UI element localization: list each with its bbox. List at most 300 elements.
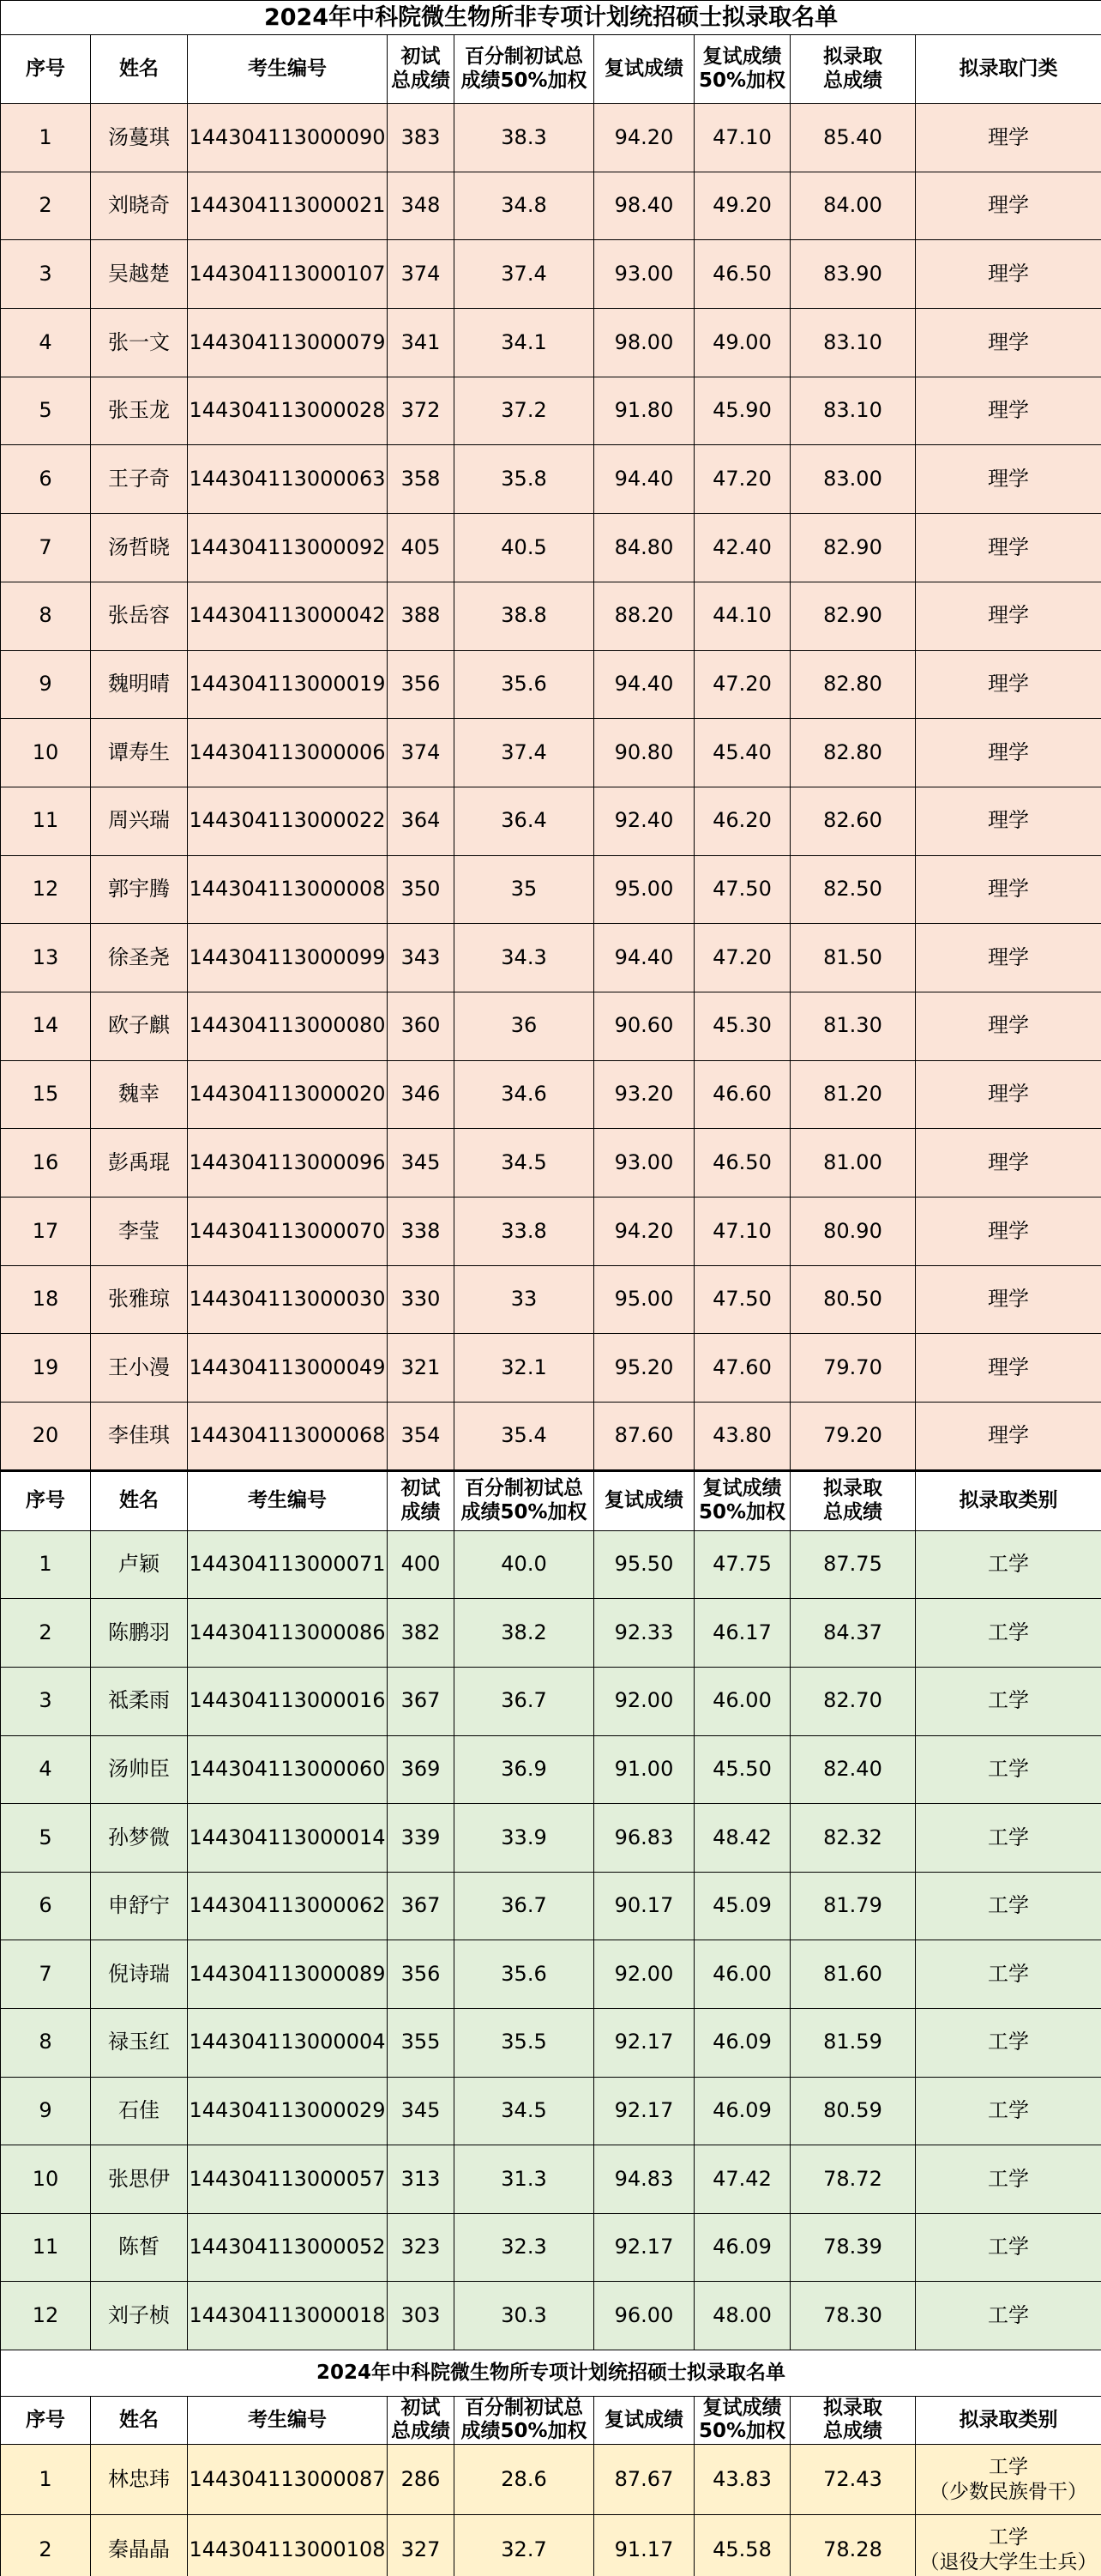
header-seq: 序号 — [1, 2396, 91, 2444]
total-score-cell: 78.28 — [791, 2515, 916, 2576]
seq-cell: 4 — [1, 1735, 91, 1804]
table-row — [1, 2145, 1101, 2214]
retest-weighted-cell: 46.17 — [695, 1599, 791, 1668]
header-retest-weighted-line1: 复试成绩 — [702, 2396, 782, 2419]
retest-score-cell: 94.40 — [594, 650, 695, 719]
retest-weighted-cell: 47.50 — [695, 855, 791, 924]
table-row — [1, 992, 1101, 1060]
category-cell: 理学 — [916, 924, 1101, 992]
id-cell: 144304113000004 — [188, 2008, 388, 2077]
total-score-cell: 81.00 — [791, 1129, 916, 1198]
table-row — [1, 582, 1101, 650]
retest-weighted-cell: 48.00 — [695, 2282, 791, 2350]
total-score-cell: 82.70 — [791, 1667, 916, 1735]
retest-weighted-cell: 47.20 — [695, 445, 791, 514]
seq-cell: 13 — [1, 924, 91, 992]
retest-score-cell: 92.40 — [594, 787, 695, 855]
name-cell: 周兴瑞 — [91, 787, 188, 855]
category-cell: 理学 — [916, 1198, 1101, 1266]
initial-score-cell: 405 — [388, 514, 454, 582]
retest-score-cell: 93.00 — [594, 240, 695, 309]
id-cell: 144304113000096 — [188, 1129, 388, 1198]
seq-cell: 1 — [1, 104, 91, 172]
table-row — [1, 1940, 1101, 2009]
total-score-cell: 81.79 — [791, 1872, 916, 1940]
seq-cell: 10 — [1, 719, 91, 787]
retest-weighted-cell: 45.40 — [695, 719, 791, 787]
initial-score-cell: 374 — [388, 719, 454, 787]
retest-weighted-cell: 47.20 — [695, 650, 791, 719]
category-cell: 理学 — [916, 719, 1101, 787]
table-row — [1, 514, 1101, 582]
header-initial-line1: 初试 — [400, 1477, 441, 1500]
retest-weighted-cell: 45.50 — [695, 1735, 791, 1804]
initial-score-cell: 313 — [388, 2145, 454, 2214]
header-total-line1: 拟录取 — [823, 45, 882, 68]
initial-score-cell: 345 — [388, 1129, 454, 1198]
total-score-cell: 85.40 — [791, 104, 916, 172]
seq-cell: 16 — [1, 1129, 91, 1198]
id-cell: 144304113000052 — [188, 2213, 388, 2282]
id-cell: 144304113000089 — [188, 1940, 388, 2009]
retest-score-cell: 94.40 — [594, 924, 695, 992]
retest-score-cell: 88.20 — [594, 582, 695, 650]
retest-score-cell: 98.40 — [594, 172, 695, 240]
category-cell: 理学 — [916, 992, 1101, 1060]
seq-cell: 1 — [1, 1530, 91, 1599]
retest-weighted-cell: 47.75 — [695, 1530, 791, 1599]
initial-score-cell: 348 — [388, 172, 454, 240]
table-row — [1, 2282, 1101, 2350]
table-row — [1, 787, 1101, 855]
name-cell: 彭禹琨 — [91, 1129, 188, 1198]
retest-weighted-cell: 47.20 — [695, 924, 791, 992]
retest-score-cell: 92.17 — [594, 2077, 695, 2145]
seq-cell: 7 — [1, 1940, 91, 2009]
id-cell: 144304113000092 — [188, 514, 388, 582]
pct-weighted-cell: 33.9 — [454, 1804, 594, 1873]
category-cell: 理学 — [916, 240, 1101, 309]
initial-score-cell: 346 — [388, 1060, 454, 1129]
total-score-cell: 72.43 — [791, 2445, 916, 2515]
category-cell: 工学 — [916, 2145, 1101, 2214]
retest-weighted-cell: 49.20 — [695, 172, 791, 240]
category-cell: 工学 — [916, 1530, 1101, 1599]
total-score-cell: 78.72 — [791, 2145, 916, 2214]
header-category: 拟录取类别 — [916, 1470, 1101, 1530]
pct-weighted-cell: 35.6 — [454, 1940, 594, 2009]
name-cell: 张雅琼 — [91, 1265, 188, 1334]
pct-weighted-cell: 33 — [454, 1265, 594, 1334]
initial-score-cell: 367 — [388, 1872, 454, 1940]
seq-cell: 20 — [1, 1403, 91, 1471]
retest-score-cell: 90.17 — [594, 1872, 695, 1940]
category-line2: （退役大学生士兵） — [919, 2550, 1098, 2573]
initial-score-cell: 374 — [388, 240, 454, 309]
seq-cell: 3 — [1, 240, 91, 309]
seq-cell: 6 — [1, 445, 91, 514]
category-cell: 理学 — [916, 582, 1101, 650]
pct-weighted-cell: 35.6 — [454, 650, 594, 719]
table-row — [1, 1530, 1101, 1599]
header-row-3 — [1, 2396, 1101, 2444]
header-retest: 复试成绩 — [594, 35, 695, 104]
pct-weighted-cell: 35.4 — [454, 1403, 594, 1471]
name-cell: 陈皙 — [91, 2213, 188, 2282]
initial-score-cell: 339 — [388, 1804, 454, 1873]
category-line1: 工学 — [989, 2455, 1029, 2478]
pct-weighted-cell: 34.5 — [454, 1129, 594, 1198]
retest-weighted-cell: 46.20 — [695, 787, 791, 855]
table-row — [1, 240, 1101, 309]
total-score-cell: 79.70 — [791, 1334, 916, 1403]
retest-score-cell: 94.20 — [594, 1198, 695, 1266]
retest-weighted-cell: 44.10 — [695, 582, 791, 650]
initial-score-cell: 286 — [388, 2445, 454, 2515]
table-row — [1, 924, 1101, 992]
id-cell: 144304113000087 — [188, 2445, 388, 2515]
retest-weighted-cell: 46.00 — [695, 1940, 791, 2009]
total-score-cell: 82.80 — [791, 650, 916, 719]
name-cell: 孙梦微 — [91, 1804, 188, 1873]
header-pct-line1: 百分制初试总 — [465, 45, 583, 68]
id-cell: 144304113000028 — [188, 377, 388, 445]
retest-score-cell: 91.80 — [594, 377, 695, 445]
header-seq: 序号 — [1, 35, 91, 104]
id-cell: 144304113000022 — [188, 787, 388, 855]
initial-score-cell: 341 — [388, 309, 454, 377]
pct-weighted-cell: 30.3 — [454, 2282, 594, 2350]
retest-score-cell: 98.00 — [594, 309, 695, 377]
id-cell: 144304113000068 — [188, 1403, 388, 1471]
name-cell: 王子奇 — [91, 445, 188, 514]
header-pct — [454, 35, 594, 104]
table-row — [1, 650, 1101, 719]
total-score-cell: 82.60 — [791, 787, 916, 855]
header-row-2 — [1, 1470, 1101, 1530]
id-cell: 144304113000016 — [188, 1667, 388, 1735]
retest-score-cell: 96.00 — [594, 2282, 695, 2350]
retest-score-cell: 84.80 — [594, 514, 695, 582]
header-pct-line1: 百分制初试总 — [465, 1477, 583, 1500]
id-cell: 144304113000029 — [188, 2077, 388, 2145]
category-cell — [916, 2515, 1101, 2576]
category-cell: 理学 — [916, 787, 1101, 855]
retest-score-cell: 92.17 — [594, 2008, 695, 2077]
total-score-cell: 81.30 — [791, 992, 916, 1060]
category-cell: 工学 — [916, 2213, 1101, 2282]
id-cell: 144304113000070 — [188, 1198, 388, 1266]
initial-score-cell: 343 — [388, 924, 454, 992]
retest-score-cell: 92.17 — [594, 2213, 695, 2282]
pct-weighted-cell: 36.4 — [454, 787, 594, 855]
table-row — [1, 2445, 1101, 2515]
id-cell: 144304113000020 — [188, 1060, 388, 1129]
initial-score-cell: 369 — [388, 1735, 454, 1804]
id-cell: 144304113000090 — [188, 104, 388, 172]
table-title-special: 2024年中科院微生物所专项计划统招硕士拟录取名单 — [1, 2350, 1101, 2396]
seq-cell: 19 — [1, 1334, 91, 1403]
table-row — [1, 2213, 1101, 2282]
header-pct — [454, 1470, 594, 1530]
header-retest-weighted-line1: 复试成绩 — [702, 45, 782, 68]
header-retest-weighted — [695, 35, 791, 104]
total-score-cell: 82.90 — [791, 582, 916, 650]
header-retest-weighted-line2: 50%加权 — [698, 69, 786, 92]
header-initial-line2: 成绩 — [400, 1500, 441, 1523]
pct-weighted-cell: 34.3 — [454, 924, 594, 992]
table-row — [1, 377, 1101, 445]
category-cell: 理学 — [916, 377, 1101, 445]
initial-score-cell: 372 — [388, 377, 454, 445]
initial-score-cell: 350 — [388, 855, 454, 924]
name-cell: 李莹 — [91, 1198, 188, 1266]
pct-weighted-cell: 35.5 — [454, 2008, 594, 2077]
initial-score-cell: 358 — [388, 445, 454, 514]
total-score-cell: 83.10 — [791, 309, 916, 377]
retest-score-cell: 95.00 — [594, 1265, 695, 1334]
category-cell: 理学 — [916, 445, 1101, 514]
pct-weighted-cell: 36.9 — [454, 1735, 594, 1804]
id-cell: 144304113000108 — [188, 2515, 388, 2576]
retest-score-cell: 93.20 — [594, 1060, 695, 1129]
total-score-cell: 82.40 — [791, 1735, 916, 1804]
seq-cell: 9 — [1, 650, 91, 719]
name-cell: 张玉龙 — [91, 377, 188, 445]
retest-score-cell: 90.60 — [594, 992, 695, 1060]
pct-weighted-cell: 28.6 — [454, 2445, 594, 2515]
retest-weighted-cell: 48.42 — [695, 1804, 791, 1873]
pct-weighted-cell: 38.2 — [454, 1599, 594, 1668]
header-retest-weighted — [695, 1470, 791, 1530]
total-score-cell: 84.37 — [791, 1599, 916, 1668]
category-cell: 理学 — [916, 1060, 1101, 1129]
retest-weighted-cell: 43.83 — [695, 2445, 791, 2515]
name-cell: 林忠玮 — [91, 2445, 188, 2515]
seq-cell: 12 — [1, 855, 91, 924]
seq-cell: 5 — [1, 1804, 91, 1873]
pct-weighted-cell: 31.3 — [454, 2145, 594, 2214]
name-cell: 魏幸 — [91, 1060, 188, 1129]
retest-score-cell: 94.83 — [594, 2145, 695, 2214]
name-cell: 申舒宁 — [91, 1872, 188, 1940]
category-cell: 理学 — [916, 1334, 1101, 1403]
initial-score-cell: 356 — [388, 650, 454, 719]
category-cell: 理学 — [916, 855, 1101, 924]
name-cell: 汤蔓琪 — [91, 104, 188, 172]
header-retest: 复试成绩 — [594, 2396, 695, 2444]
header-initial — [388, 35, 454, 104]
table-row — [1, 172, 1101, 240]
header-retest: 复试成绩 — [594, 1470, 695, 1530]
pct-weighted-cell: 38.3 — [454, 104, 594, 172]
category-cell: 理学 — [916, 650, 1101, 719]
table-row — [1, 1334, 1101, 1403]
pct-weighted-cell: 38.8 — [454, 582, 594, 650]
name-cell: 魏明晴 — [91, 650, 188, 719]
id-cell: 144304113000008 — [188, 855, 388, 924]
header-name: 姓名 — [91, 1470, 188, 1530]
name-cell: 倪诗瑞 — [91, 1940, 188, 2009]
seq-cell: 11 — [1, 787, 91, 855]
table-row — [1, 104, 1101, 172]
initial-score-cell: 400 — [388, 1530, 454, 1599]
retest-weighted-cell: 47.50 — [695, 1265, 791, 1334]
pct-weighted-cell: 37.4 — [454, 240, 594, 309]
initial-score-cell: 364 — [388, 787, 454, 855]
header-id: 考生编号 — [188, 35, 388, 104]
retest-weighted-cell: 43.80 — [695, 1403, 791, 1471]
retest-score-cell: 95.50 — [594, 1530, 695, 1599]
category-cell: 理学 — [916, 514, 1101, 582]
pct-weighted-cell: 34.1 — [454, 309, 594, 377]
category-cell: 工学 — [916, 1735, 1101, 1804]
retest-weighted-cell: 42.40 — [695, 514, 791, 582]
header-retest-weighted-line1: 复试成绩 — [702, 1477, 782, 1500]
initial-score-cell: 360 — [388, 992, 454, 1060]
category-line1: 工学 — [989, 2525, 1029, 2549]
id-cell: 144304113000063 — [188, 445, 388, 514]
id-cell: 144304113000049 — [188, 1334, 388, 1403]
pct-weighted-cell: 34.8 — [454, 172, 594, 240]
seq-cell: 7 — [1, 514, 91, 582]
retest-weighted-cell: 45.30 — [695, 992, 791, 1060]
id-cell: 144304113000019 — [188, 650, 388, 719]
initial-score-cell: 367 — [388, 1667, 454, 1735]
name-cell: 石佳 — [91, 2077, 188, 2145]
title-row-main — [1, 1, 1101, 35]
seq-cell: 3 — [1, 1667, 91, 1735]
seq-cell: 2 — [1, 2515, 91, 2576]
total-score-cell: 87.75 — [791, 1530, 916, 1599]
retest-score-cell: 92.00 — [594, 1667, 695, 1735]
seq-cell: 8 — [1, 582, 91, 650]
header-id: 考生编号 — [188, 1470, 388, 1530]
retest-weighted-cell: 46.09 — [695, 2213, 791, 2282]
table-row — [1, 1265, 1101, 1334]
name-cell: 汤帅臣 — [91, 1735, 188, 1804]
category-line2: （少数民族骨干） — [930, 2480, 1088, 2503]
id-cell: 144304113000079 — [188, 309, 388, 377]
seq-cell: 14 — [1, 992, 91, 1060]
table-row — [1, 1198, 1101, 1266]
total-score-cell: 80.50 — [791, 1265, 916, 1334]
seq-cell: 18 — [1, 1265, 91, 1334]
header-total — [791, 35, 916, 104]
pct-weighted-cell: 36.7 — [454, 1872, 594, 1940]
total-score-cell: 79.20 — [791, 1403, 916, 1471]
retest-weighted-cell: 47.10 — [695, 104, 791, 172]
pct-weighted-cell: 37.2 — [454, 377, 594, 445]
retest-weighted-cell: 46.09 — [695, 2008, 791, 2077]
id-cell: 144304113000080 — [188, 992, 388, 1060]
total-score-cell: 82.50 — [791, 855, 916, 924]
name-cell: 禄玉红 — [91, 2008, 188, 2077]
header-retest-weighted — [695, 2396, 791, 2444]
category-cell: 理学 — [916, 1265, 1101, 1334]
retest-score-cell: 94.20 — [594, 104, 695, 172]
category-cell: 理学 — [916, 172, 1101, 240]
header-seq: 序号 — [1, 1470, 91, 1530]
header-retest-weighted-line2: 50%加权 — [698, 1500, 786, 1523]
id-cell: 144304113000062 — [188, 1872, 388, 1940]
header-total-line2: 总成绩 — [823, 69, 882, 92]
header-id: 考生编号 — [188, 2396, 388, 2444]
retest-score-cell: 91.00 — [594, 1735, 695, 1804]
total-score-cell: 78.39 — [791, 2213, 916, 2282]
table-row — [1, 2077, 1101, 2145]
retest-score-cell: 92.33 — [594, 1599, 695, 1668]
table-row — [1, 1872, 1101, 1940]
header-retest-weighted-line2: 50%加权 — [698, 2420, 786, 2443]
retest-score-cell: 95.20 — [594, 1334, 695, 1403]
header-category: 拟录取类别 — [916, 2396, 1101, 2444]
header-name: 姓名 — [91, 35, 188, 104]
category-cell: 工学 — [916, 1599, 1101, 1668]
id-cell: 144304113000099 — [188, 924, 388, 992]
category-cell: 工学 — [916, 2077, 1101, 2145]
total-score-cell: 81.20 — [791, 1060, 916, 1129]
header-total-line1: 拟录取 — [823, 2396, 882, 2419]
initial-score-cell: 338 — [388, 1198, 454, 1266]
table-row — [1, 855, 1101, 924]
seq-cell: 9 — [1, 2077, 91, 2145]
seq-cell: 15 — [1, 1060, 91, 1129]
category-cell — [916, 2445, 1101, 2515]
header-initial-line2: 总成绩 — [391, 2420, 450, 2443]
retest-weighted-cell: 47.10 — [695, 1198, 791, 1266]
initial-score-cell: 383 — [388, 104, 454, 172]
header-total-line1: 拟录取 — [823, 1477, 882, 1500]
pct-weighted-cell: 34.5 — [454, 2077, 594, 2145]
total-score-cell: 80.59 — [791, 2077, 916, 2145]
retest-score-cell: 94.40 — [594, 445, 695, 514]
table-row — [1, 445, 1101, 514]
seq-cell: 4 — [1, 309, 91, 377]
name-cell: 卢颖 — [91, 1530, 188, 1599]
header-pct-line2: 成绩50%加权 — [460, 2420, 587, 2443]
total-score-cell: 78.30 — [791, 2282, 916, 2350]
initial-score-cell: 303 — [388, 2282, 454, 2350]
retest-score-cell: 95.00 — [594, 855, 695, 924]
header-pct-line1: 百分制初试总 — [465, 2396, 583, 2419]
pct-weighted-cell: 33.8 — [454, 1198, 594, 1266]
total-score-cell: 81.59 — [791, 2008, 916, 2077]
pct-weighted-cell: 32.1 — [454, 1334, 594, 1403]
table-row — [1, 1129, 1101, 1198]
pct-weighted-cell: 37.4 — [454, 719, 594, 787]
name-cell: 秦晶晶 — [91, 2515, 188, 2576]
header-pct — [454, 2396, 594, 2444]
pct-weighted-cell: 35.8 — [454, 445, 594, 514]
pct-weighted-cell: 36.7 — [454, 1667, 594, 1735]
id-cell: 144304113000006 — [188, 719, 388, 787]
id-cell: 144304113000071 — [188, 1530, 388, 1599]
pct-weighted-cell: 35 — [454, 855, 594, 924]
header-total-line2: 总成绩 — [823, 2420, 882, 2443]
id-cell: 144304113000086 — [188, 1599, 388, 1668]
retest-score-cell: 96.83 — [594, 1804, 695, 1873]
total-score-cell: 82.80 — [791, 719, 916, 787]
retest-weighted-cell: 45.90 — [695, 377, 791, 445]
retest-weighted-cell: 46.50 — [695, 1129, 791, 1198]
table-row — [1, 1804, 1101, 1873]
total-score-cell: 84.00 — [791, 172, 916, 240]
retest-weighted-cell: 47.60 — [695, 1334, 791, 1403]
initial-score-cell: 356 — [388, 1940, 454, 2009]
initial-score-cell: 345 — [388, 2077, 454, 2145]
name-cell: 谭寿生 — [91, 719, 188, 787]
